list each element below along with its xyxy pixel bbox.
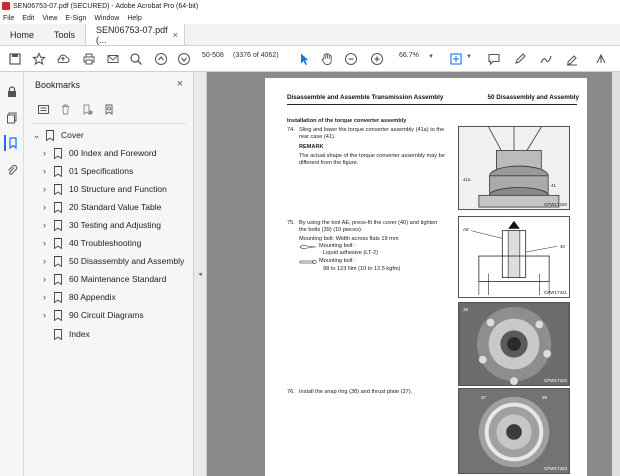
fit-page-icon[interactable] [447,50,465,68]
more-tools-icon[interactable] [592,50,610,68]
figure-label-41a: 41a [463,177,471,182]
security-lock-icon[interactable] [4,84,20,100]
page-count: (3376 of 4062) [233,52,279,59]
bookmark-item-10[interactable] [40,181,167,197]
tab-tools[interactable]: Tools [54,29,76,40]
expand-chevron-icon[interactable]: › [43,256,46,266]
bookmark-icon [53,184,63,195]
expand-chevron-icon[interactable]: › [43,238,46,248]
bookmark-icon [53,329,63,340]
step-75-adhesive-value: Liquid adhesive (LT-2) [323,250,378,256]
bookmark-label: 90 Circuit Diagrams [69,310,144,320]
previous-page-icon[interactable] [152,50,170,68]
next-page-icon[interactable] [175,50,193,68]
photo-code-75: CPW17322 [543,378,567,383]
bookmark-item-01[interactable] [40,163,133,179]
bookmark-label: 01 Specifications [69,166,134,176]
step-75-number: 75. [287,220,295,226]
figure-press-fit-diagram [458,216,570,298]
step-75-torque-label: Mounting bolt : [319,258,356,264]
bookmark-item-20[interactable] [40,199,161,215]
figure-code-74: CPW17320 [543,202,567,207]
step-74-remark-text-1: The actual shape of the torque converter assembly may be [299,153,445,159]
menu-window[interactable]: Window [94,14,120,22]
snap-ring-photo [459,389,569,473]
tab-document[interactable] [85,24,185,45]
bookmark-label: 40 Troubleshooting [69,238,142,248]
acrobat-logo-icon [2,2,10,10]
bookmark-label: 00 Index and Foreword [69,148,157,158]
photo-label-39: 39 [463,307,469,312]
bookmark-icon [53,310,63,321]
bookmarks-toolbar [34,101,122,117]
expand-chevron-icon[interactable]: › [43,220,46,230]
navigation-rail [0,72,24,476]
step-76-number: 76. [287,389,295,395]
zoom-out-icon[interactable] [342,50,360,68]
expand-chevron-icon[interactable]: › [43,148,46,158]
title-bar [0,0,620,12]
photo-snap-ring [458,388,570,474]
zoom-level[interactable]: 66.7% [399,52,419,59]
step-74-remark: REMARK [299,144,324,150]
collapse-arrow-icon[interactable]: ◂ [198,271,202,278]
bookmark-label: Index [69,329,90,339]
figure-code-75: CPW17321 [543,290,567,295]
document-view[interactable] [207,72,620,476]
email-icon[interactable] [104,50,122,68]
expand-chevron-icon[interactable]: › [43,166,46,176]
bookmark-label: 30 Testing and Adjusting [69,220,161,230]
zoom-in-icon[interactable] [368,50,386,68]
figure-label-41: 41 [551,183,557,188]
delete-bookmark-icon[interactable] [56,102,74,116]
page-header-left: Disassemble and Assemble Transmission Assembly [287,94,444,101]
bookmark-label: 50 Disassembly and Assembly [69,256,185,266]
figure-label-40: 40 [559,244,565,249]
bookmark-item-30[interactable] [40,217,161,233]
bookmark-icon [53,220,63,231]
photo-label-37: 37 [481,395,487,400]
page-number-input[interactable]: 50-508 [202,52,224,59]
bookmark-label: 10 Structure and Function [69,184,167,194]
bookmark-icon [53,202,63,213]
bookmark-icon [53,256,63,267]
menu-bar [0,12,620,24]
header-rule [287,104,577,105]
bookmark-label: Cover [61,130,84,140]
collapse-chevron-icon[interactable]: ⌄ [32,129,41,140]
torque-converter-drawing [459,127,569,209]
step-76-text: Install the snap ring (38) and thrust plate (37). [299,389,413,395]
save-icon[interactable] [6,50,24,68]
tab-document-label: SEN06753-07.pdf (... [96,24,168,45]
panel-splitter[interactable] [194,72,207,476]
step-74-remark-text-2: different from the figure. [299,160,359,166]
photo-cover-bolts [458,302,570,386]
step-75-torque-value: 98 to 123 Nm (10 to 12.5 kgfm) [323,266,401,272]
draw-icon[interactable] [537,50,555,68]
window-title: SEN06753-07.pdf (SECURED) - Adobe Acrobat Pro (64-bit) [13,2,199,10]
bookmarks-panel-icon[interactable] [4,135,20,151]
search-icon[interactable] [127,50,145,68]
photo-code-76: CPW17323 [543,466,567,471]
new-bookmark-icon[interactable] [78,102,96,116]
expand-chevron-icon[interactable]: › [43,310,46,320]
figure-torque-converter [458,126,570,210]
bookmark-item-80[interactable] [40,289,116,305]
page-header-right: 50 Disassembly and Assembly [487,94,579,101]
step-74-text-1: Sling and lower the torque converter assembly (41a) to the [299,127,445,133]
step-74-text-2: rear case (41). [299,134,336,140]
menu-edit[interactable]: Edit [22,14,35,22]
panel-divider [32,123,186,124]
expand-chevron-icon[interactable]: › [43,274,46,284]
select-cursor-icon[interactable] [295,50,313,68]
bookmark-cover[interactable] [32,127,84,143]
vertical-scrollbar[interactable] [612,72,620,476]
tab-close-icon[interactable]: × [172,29,179,40]
cloud-upload-icon[interactable] [54,50,72,68]
bookmark-icon [53,148,63,159]
comment-icon[interactable] [485,50,503,68]
menu-help[interactable]: Help [127,14,142,22]
bookmark-label: 20 Standard Value Table [69,202,162,212]
close-panel-icon[interactable]: × [176,78,183,90]
zoom-dropdown-icon[interactable]: ▼ [428,54,434,60]
bookmark-item-00[interactable] [40,145,156,161]
step-74-number: 74. [287,127,295,133]
tab-bar [0,24,620,46]
fill-sign-icon[interactable] [563,50,581,68]
bookmark-icon [45,130,55,141]
menu-esign[interactable]: E-Sign [65,14,87,22]
attachments-paperclip-icon[interactable] [4,162,20,178]
photo-label-38: 38 [541,395,547,400]
bookmark-item-index[interactable] [40,326,90,342]
page-thumbnails-icon[interactable] [4,110,20,126]
expand-chevron-icon[interactable]: › [43,202,46,212]
step-75-text-1: By using the tool AE, press-fit the cover (40) and tighten [299,220,438,226]
bookmark-item-40[interactable] [40,235,141,251]
menu-file[interactable]: File [3,14,15,22]
torque-wrench-icon [299,259,317,265]
figure-label-ae: AE [463,227,470,232]
bookmark-item-90[interactable] [40,307,144,323]
bookmark-icon [53,238,63,249]
bookmark-star-icon[interactable] [30,50,48,68]
adhesive-tube-icon [299,244,317,250]
find-bookmark-icon[interactable] [100,102,118,116]
bookmarks-panel-title: Bookmarks [35,80,81,90]
toolbar [0,46,620,72]
bookmarks-panel [24,72,194,476]
hand-tool-icon[interactable] [318,50,336,68]
bookmark-icon [53,292,63,303]
pdf-page [265,78,587,476]
section-title: Installation of the torque converter assembly [287,118,407,124]
expand-chevron-icon[interactable]: › [43,184,46,194]
expand-chevron-icon[interactable]: › [43,292,46,302]
bookmark-icon [53,166,63,177]
bookmark-icon [53,274,63,285]
fit-dropdown-icon[interactable]: ▼ [466,54,472,60]
bookmark-item-50[interactable] [40,253,184,269]
step-75-text-2: the bolts (39) (10 pieces). [299,227,363,233]
press-fit-drawing [459,217,569,297]
print-icon[interactable] [80,50,98,68]
bookmark-options-icon[interactable] [34,102,52,116]
tab-home[interactable]: Home [10,29,35,40]
cover-bolts-photo [459,303,569,385]
highlight-pen-icon[interactable] [511,50,529,68]
step-75-adhesive-label: Mounting bolt : [319,243,356,249]
step-75-mounting-bolt: Mounting bolt: Width across flats 19 mm [299,236,399,242]
menu-view[interactable]: View [42,14,58,22]
bookmark-item-60[interactable] [40,271,166,287]
bookmark-label: 60 Maintenance Standard [69,274,167,284]
bookmark-label: 80 Appendix [69,292,116,302]
